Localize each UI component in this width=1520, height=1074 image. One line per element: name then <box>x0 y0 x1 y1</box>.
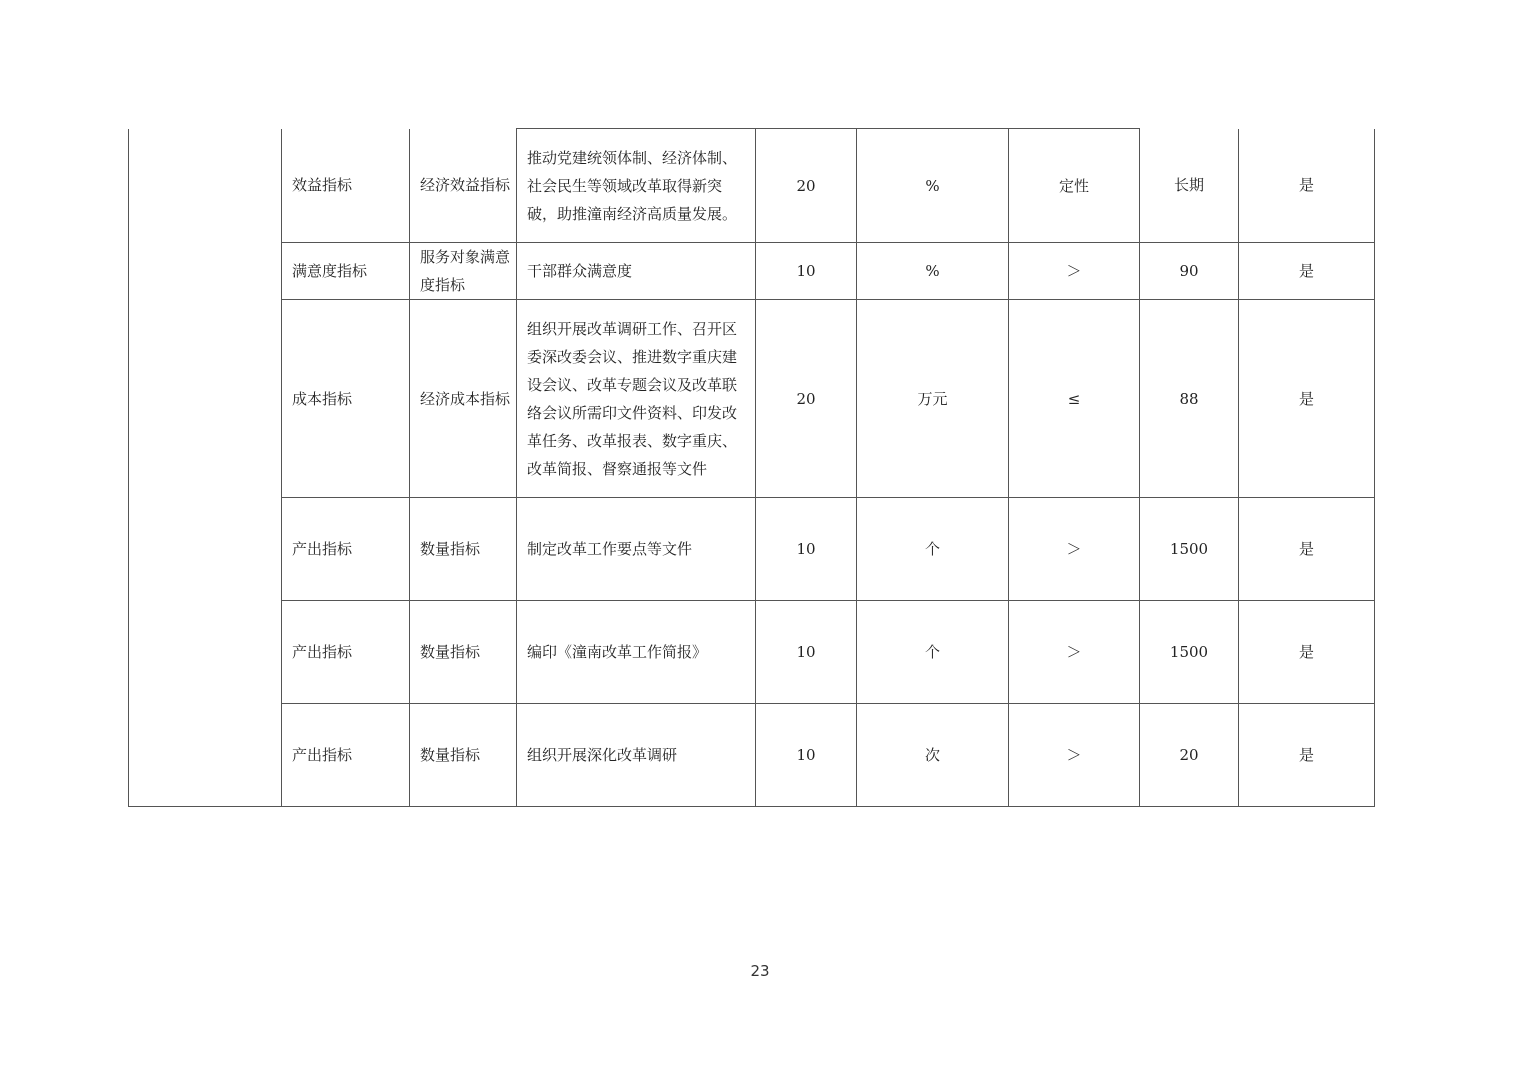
weight-cell: 20 <box>756 300 857 498</box>
table-row <box>129 704 1375 807</box>
indicator-content-cell: 编印《潼南改革工作简报》 <box>517 601 756 704</box>
nature-cell: ≤ <box>1009 300 1140 498</box>
indicator-content-cell: 推动党建统领体制、经济体制、社会民生等领域改革取得新突破，助推潼南经济高质量发展。 <box>517 129 756 243</box>
nature-cell: ＞ <box>1009 498 1140 601</box>
level2-indicator-cell: 数量指标 <box>410 601 517 704</box>
indicator-content-cell: 干部群众满意度 <box>517 243 756 300</box>
level2-indicator-cell: 经济效益指标 <box>410 129 517 243</box>
level2-indicator-cell: 数量指标 <box>410 704 517 807</box>
level1-indicator-cell: 满意度指标 <box>282 243 410 300</box>
nature-cell: ＞ <box>1009 601 1140 704</box>
unit-cell: % <box>857 243 1009 300</box>
table-row <box>129 243 1375 300</box>
weight-cell: 10 <box>756 243 857 300</box>
table-row <box>129 601 1375 704</box>
indicator-content-cell: 制定改革工作要点等文件 <box>517 498 756 601</box>
level1-indicator-cell: 产出指标 <box>282 704 410 807</box>
nature-cell: 定性 <box>1009 129 1140 243</box>
level1-indicator-cell: 效益指标 <box>282 129 410 243</box>
target-value-cell: 88 <box>1140 300 1239 498</box>
weight-cell: 20 <box>756 129 857 243</box>
level2-indicator-cell: 数量指标 <box>410 498 517 601</box>
core-indicator-cell: 是 <box>1239 498 1375 601</box>
core-indicator-cell: 是 <box>1239 601 1375 704</box>
nature-cell: ＞ <box>1009 243 1140 300</box>
weight-cell: 10 <box>756 498 857 601</box>
core-indicator-cell: 是 <box>1239 300 1375 498</box>
target-value-cell: 1500 <box>1140 498 1239 601</box>
level1-indicator-cell: 产出指标 <box>282 498 410 601</box>
performance-indicator-table <box>128 128 1375 807</box>
target-value-cell: 90 <box>1140 243 1239 300</box>
target-value-cell: 长期 <box>1140 129 1239 243</box>
level1-indicator-cell: 成本指标 <box>282 300 410 498</box>
unit-cell: % <box>857 129 1009 243</box>
unit-cell: 个 <box>857 498 1009 601</box>
unit-cell: 次 <box>857 704 1009 807</box>
page-number: 23 <box>750 962 770 980</box>
nature-cell: ＞ <box>1009 704 1140 807</box>
level2-indicator-cell: 服务对象满意度指标 <box>410 243 517 300</box>
core-indicator-cell: 是 <box>1239 243 1375 300</box>
unit-cell: 个 <box>857 601 1009 704</box>
weight-cell: 10 <box>756 601 857 704</box>
unit-cell: 万元 <box>857 300 1009 498</box>
core-indicator-cell: 是 <box>1239 129 1375 243</box>
level1-indicator-cell: 产出指标 <box>282 601 410 704</box>
table-row <box>129 129 1375 243</box>
indicator-content-cell: 组织开展改革调研工作、召开区委深改委会议、推进数字重庆建设会议、改革专题会议及改革联络会议所需印文件资料、印发改革任务、改革报表、数字重庆、改革简报、督察通报等文件 <box>517 300 756 498</box>
weight-cell: 10 <box>756 704 857 807</box>
merged-project-cell <box>129 129 282 807</box>
indicator-content-cell: 组织开展深化改革调研 <box>517 704 756 807</box>
table-row <box>129 300 1375 498</box>
table-row <box>129 498 1375 601</box>
target-value-cell: 20 <box>1140 704 1239 807</box>
level2-indicator-cell: 经济成本指标 <box>410 300 517 498</box>
target-value-cell: 1500 <box>1140 601 1239 704</box>
core-indicator-cell: 是 <box>1239 704 1375 807</box>
